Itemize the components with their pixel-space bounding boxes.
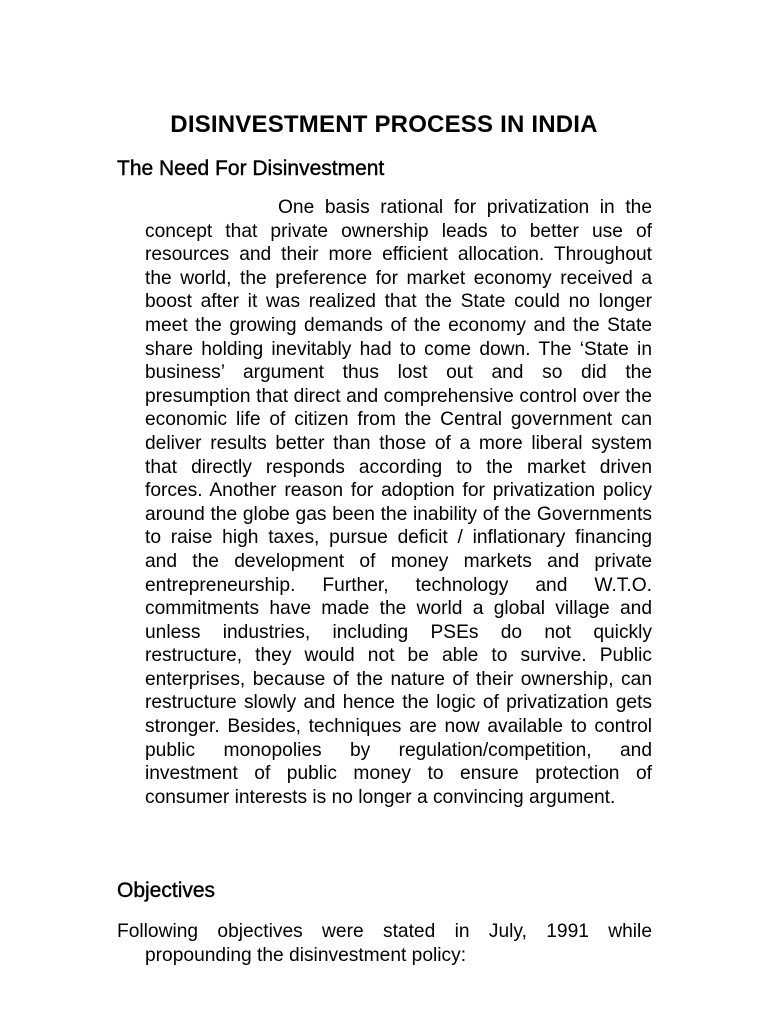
section-paragraph-need-for-disinvestment: One basis rational for privatization in the concept that private ownership leads to better use of resources and their more efficient allocation. Throughout the world, the preference for market economy received a boost after it was realized that the State could no longer meet the growing demands of the economy and the State share holding inevitably had to come down. The ‘State in business’ argument thus lost out and so did the presumption that direct and comprehensive control over the economic life of citizen from the Central government can deliver results better than those of a more liberal system that directly responds according to the market driven forces. Another reason for adoption for privatization policy around the globe gas been the inability of the Governments to raise high taxes, pursue deficit / inflationary financing and the development of money markets and private entrepreneurship. Further, technology and W.T.O. commitments have made the world a global village and unless industries, including PSEs do not quickly restructure, they would not be able to survive. Public enterprises, because of the nature of their ownership, can restructure slowly and hence the logic of privatization gets stronger. Besides, techniques are now available to control public monopolies by regulation/competition, and investment of public money to ensure protection of consumer interests is no longer a convincing argument. xyxy=(145,197,652,808)
section-paragraph-objectives: Following objectives were stated in July, 1991 while propounding the disinvestment policy: xyxy=(117,921,652,966)
document-title: DISINVESTMENT PROCESS IN INDIA xyxy=(170,111,598,138)
section-heading-need-for-disinvestment: The Need For Disinvestment xyxy=(117,157,385,180)
section-heading-objectives: Objectives xyxy=(117,879,216,902)
